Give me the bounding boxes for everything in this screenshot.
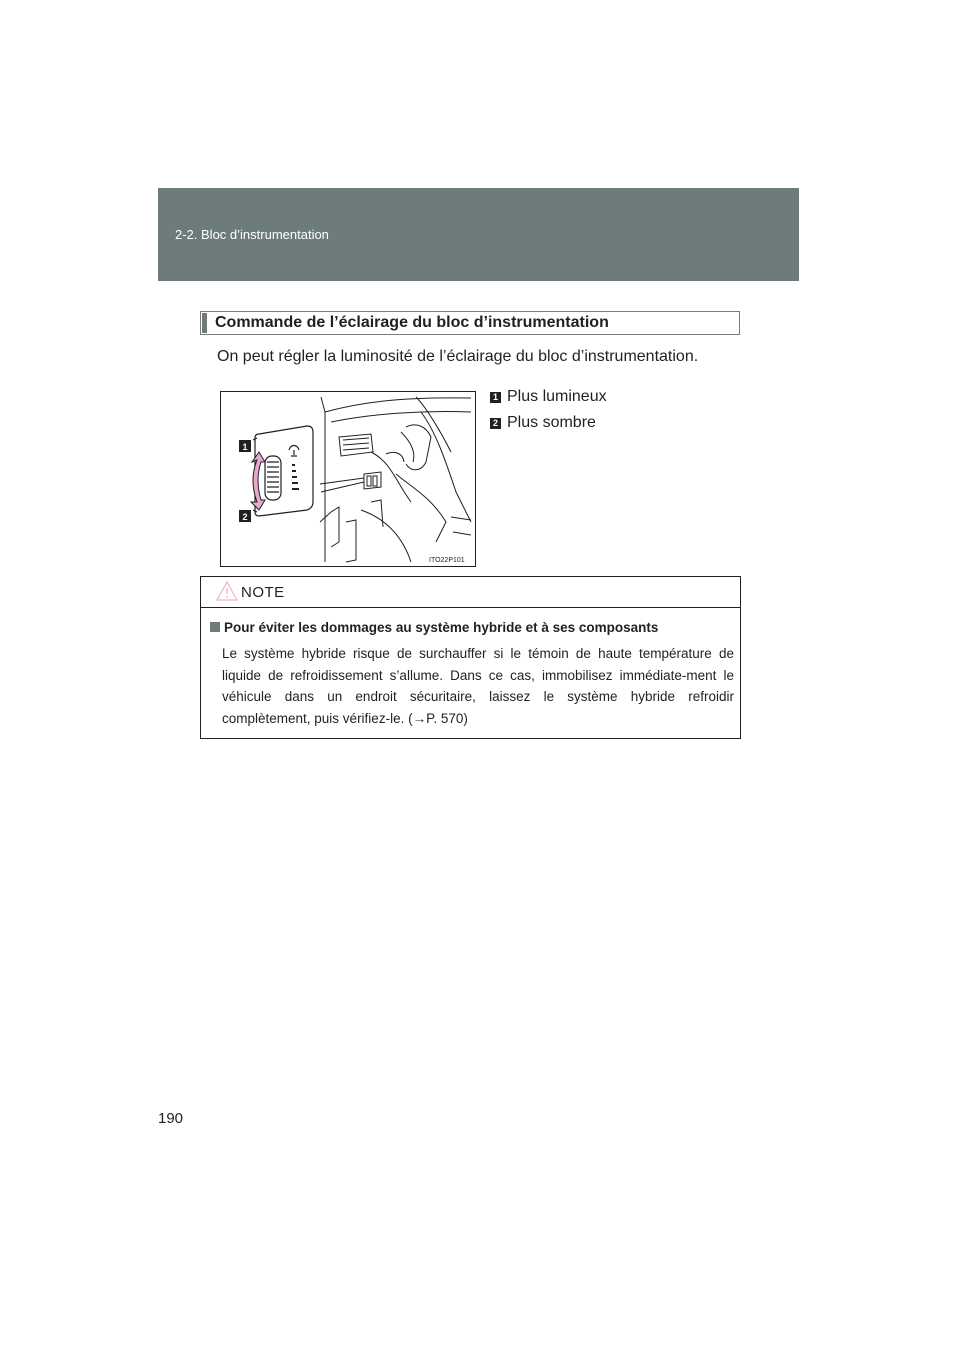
legend-label-2: Plus sombre <box>507 414 596 431</box>
header-band <box>158 188 799 281</box>
intro-paragraph: On peut régler la luminosité de l’éclairage du bloc d’instrumentation. <box>217 348 699 365</box>
note-subheading <box>210 620 658 635</box>
figure-code: ITO22P101 <box>429 557 465 564</box>
legend-num-1: 1 <box>490 392 501 403</box>
legend-label-1: Plus lumineux <box>507 388 607 405</box>
dashboard-drawing <box>221 392 475 566</box>
note-label: NOTE <box>241 584 285 601</box>
note-body: Le système hybride risque de surchauffer si le témoin de haute température de liquide de refroidissement s’allume. Dans ce cas, immobilisez immédiate-ment le véhicule dans un endroit sécuritaire, laissez le système hybride refroidir complètement, puis vérifiez-le. (→P. 570) <box>222 646 734 726</box>
note-box <box>200 576 741 739</box>
callout-1-label: 1 <box>242 442 248 452</box>
warning-icon <box>216 581 238 601</box>
section-heading-tab <box>202 313 207 333</box>
chapter-header: 2-2. Bloc d’instrumentation <box>175 227 329 242</box>
legend-item-1 <box>490 388 607 406</box>
bullet-square-icon <box>210 622 220 632</box>
section-title: Commande de l’éclairage du bloc d’instrumentation <box>215 314 609 331</box>
dashboard-illustration <box>220 391 476 567</box>
callout-2-label: 2 <box>242 512 248 522</box>
note-header <box>201 577 740 608</box>
legend-item-2 <box>490 414 596 432</box>
section-heading-bar <box>200 311 740 335</box>
note-subheading-text: Pour éviter les dommages au système hybride et à ses composants <box>224 620 659 635</box>
page-number: 190 <box>158 1110 184 1127</box>
legend-num-2: 2 <box>490 418 501 429</box>
